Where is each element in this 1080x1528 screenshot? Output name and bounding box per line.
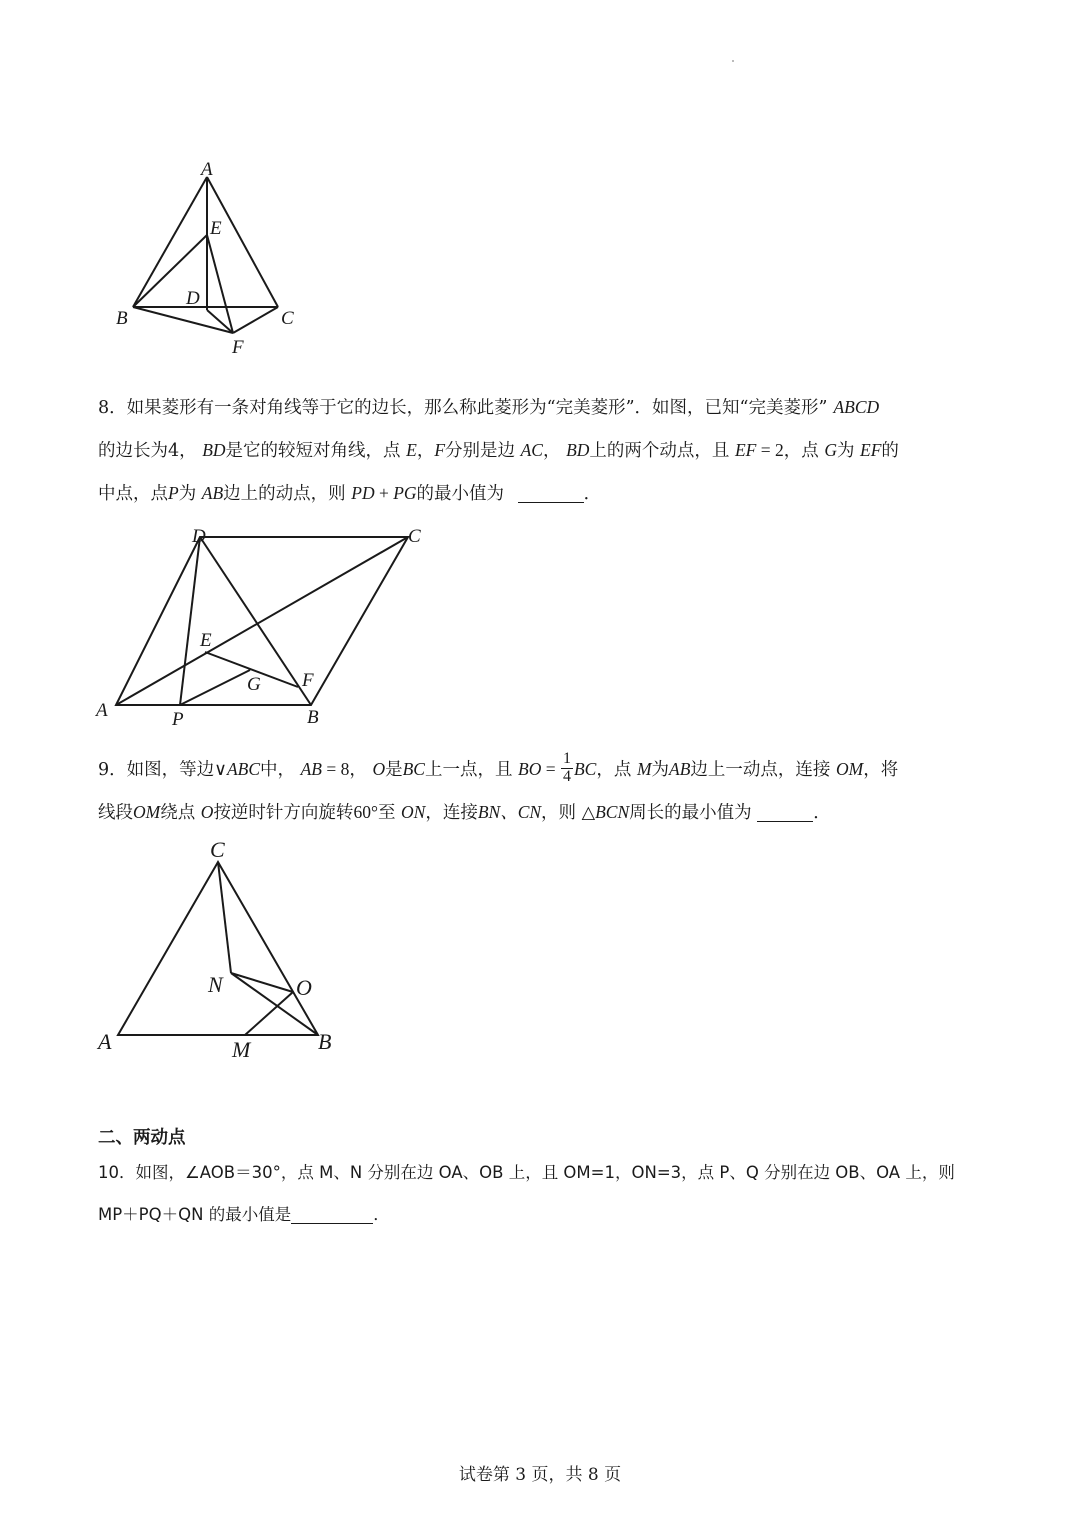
q10-text: 如图，∠AOB＝30°，点 M、N 分别在边 OA、OB 上，且 OM=1，ON=3，点 P、Q 分别在边 OB、OA 上，则 — [135, 1163, 955, 1182]
fig3-label-C: C — [210, 837, 225, 862]
q9-text: 如图，等边 — [126, 760, 215, 780]
page-footer: 试卷第 3 页，共 8 页 — [458, 1465, 622, 1485]
question-10 — [98, 1152, 988, 1236]
q8-math: BD — [566, 440, 590, 460]
fig1-label-B: B — [116, 308, 128, 329]
q9-text: ，点 — [596, 760, 632, 780]
fig3-triangle-ABC — [118, 862, 318, 1035]
q8-math: F — [434, 440, 446, 460]
q8-text: 是它的较短对角线，点 — [225, 441, 401, 461]
q9-math: AB — [300, 759, 322, 779]
fig1-label-C: C — [281, 308, 294, 329]
q8-text: 中点，点 — [98, 484, 168, 504]
fig1-label-A: A — [201, 159, 213, 180]
q10-answer-blank[interactable] — [291, 1205, 373, 1224]
q8-math: PG — [393, 483, 417, 503]
q9-text: ，连接 — [425, 803, 478, 823]
q9-text: ， — [349, 760, 367, 780]
q9-fraction — [561, 751, 573, 786]
q9-text: ，则 — [541, 803, 577, 823]
fig1-edge-EF — [207, 235, 233, 333]
q8-math: EF — [860, 440, 882, 460]
q8-math: E — [406, 440, 417, 460]
fig2-label-P: P — [172, 709, 184, 730]
q9-line-2 — [98, 791, 988, 834]
fig2-segment-PG — [180, 670, 250, 705]
q9-text: 中， — [260, 760, 296, 780]
q9-line-1 — [98, 748, 988, 791]
fig2-label-F: F — [302, 670, 314, 691]
figure-3-equilateral-triangle — [90, 835, 350, 1065]
q8-text: 如果菱形有一条对角线等于它的边长，那么称此菱形为“完美菱形”．如图，已知“完美菱形” — [126, 398, 828, 418]
q9-math: AB — [669, 759, 691, 779]
q10-number: 10． — [98, 1163, 136, 1182]
fig3-label-B: B — [318, 1029, 332, 1054]
q8-text: 为 — [836, 441, 855, 461]
fig2-label-D: D — [192, 526, 206, 547]
q9-math: BN、CN — [477, 802, 542, 822]
q8-text: 上的两个动点，且 — [589, 441, 730, 461]
q8-text: 的边长为4， — [98, 441, 197, 461]
fig1-edge-AC — [207, 177, 278, 307]
q9-math: BC — [573, 759, 597, 779]
q9-math: ON — [401, 802, 426, 822]
question-8 — [98, 386, 988, 515]
q8-math: + — [374, 483, 394, 503]
q8-line-3 — [98, 472, 988, 515]
fig1-edge-CF — [233, 307, 278, 333]
q8-math: EF — [734, 440, 757, 460]
q9-text: 线段 — [98, 803, 133, 823]
q8-math: G — [824, 440, 837, 460]
fig2-label-E: E — [200, 630, 212, 651]
q9-fraction-denominator: 4 — [562, 768, 571, 785]
q9-text: 为 — [651, 760, 670, 780]
q8-line-2 — [98, 429, 988, 472]
q8-line-1 — [98, 386, 988, 429]
q10-text: ． — [373, 1205, 390, 1224]
q9-math: ∨ABC — [214, 759, 261, 779]
fig3-segment-CN — [218, 862, 231, 973]
fig1-label-E: E — [210, 218, 222, 239]
q9-math: BO — [518, 759, 542, 779]
q9-math: OM — [133, 802, 161, 822]
fig3-label-A: A — [98, 1029, 112, 1054]
fig1-label-F: F — [232, 337, 244, 358]
fig3-label-N: N — [208, 972, 223, 997]
q8-math: PD — [351, 483, 375, 503]
q9-text: 上一点，且 — [424, 760, 513, 780]
q9-text: 是 — [385, 760, 403, 780]
fig3-label-M: M — [232, 1037, 251, 1062]
fig2-diagonal-AC — [116, 537, 408, 705]
q9-text: ，将 — [863, 760, 899, 780]
q9-math: BC — [402, 759, 425, 779]
q8-text: 的 — [881, 441, 899, 461]
q8-text: ， — [542, 441, 561, 461]
q8-answer-blank[interactable] — [518, 483, 584, 503]
q8-text: ，点 — [783, 441, 819, 461]
fig1-label-D: D — [186, 288, 200, 309]
section-heading: 二、两动点 — [98, 1128, 186, 1148]
q9-text: 至 — [377, 803, 396, 823]
fig3-label-O: O — [296, 975, 312, 1000]
q10-text: MP＋PQ＋QN 的最小值是 — [98, 1205, 292, 1224]
figure-3-svg — [90, 835, 350, 1065]
fig2-label-C: C — [408, 526, 421, 547]
q9-text: 按逆时针方向旋转 — [213, 803, 354, 823]
q10-line-2 — [98, 1194, 988, 1236]
q8-math: = 2 — [756, 440, 784, 460]
q8-text: 边上的动点，则 — [223, 484, 346, 504]
q9-number: 9． — [98, 760, 127, 780]
q9-math: = — [541, 759, 560, 779]
q9-math: M — [636, 759, 652, 779]
q9-text: 周长的最小值为 — [629, 803, 752, 823]
q8-math: AC — [520, 440, 543, 460]
fig2-label-B: B — [307, 707, 319, 728]
q9-answer-blank[interactable] — [757, 802, 813, 822]
q9-math: O — [372, 759, 386, 779]
q9-math: △BCN — [581, 802, 630, 822]
q8-math: P — [168, 483, 179, 503]
fig3-segment-OM — [245, 992, 293, 1035]
q8-text: 分别是边 — [445, 441, 516, 461]
scan-speck — [732, 60, 734, 62]
figure-2-rhombus — [90, 520, 440, 735]
q9-math: O — [200, 802, 214, 822]
q8-text: 为 — [178, 484, 197, 504]
q8-number: 8． — [98, 398, 127, 418]
q9-text: ． — [813, 803, 831, 823]
fig2-label-G: G — [247, 674, 261, 695]
q9-fraction-numerator: 1 — [562, 750, 571, 768]
fig2-segment-PD — [180, 537, 200, 705]
q9-math: 60° — [353, 802, 378, 822]
fig2-label-A: A — [96, 700, 108, 721]
q9-math: OM — [835, 759, 864, 779]
figure-1-tetrahedron — [100, 150, 320, 365]
q10-line-1 — [98, 1152, 988, 1194]
q8-math: AB — [201, 483, 224, 503]
q9-text: 边上一动点，连接 — [690, 760, 831, 780]
figure-1-svg — [100, 150, 320, 365]
q8-math: ABCD — [833, 397, 880, 417]
q8-text: 的最小值为 — [416, 484, 505, 504]
q8-text: ． — [583, 484, 602, 504]
q9-text: 绕点 — [160, 803, 196, 823]
q9-math: = 8 — [321, 759, 350, 779]
figure-2-svg — [90, 520, 440, 735]
q8-math: BD — [202, 440, 226, 460]
q8-text: ， — [416, 441, 435, 461]
question-9 — [98, 748, 988, 834]
